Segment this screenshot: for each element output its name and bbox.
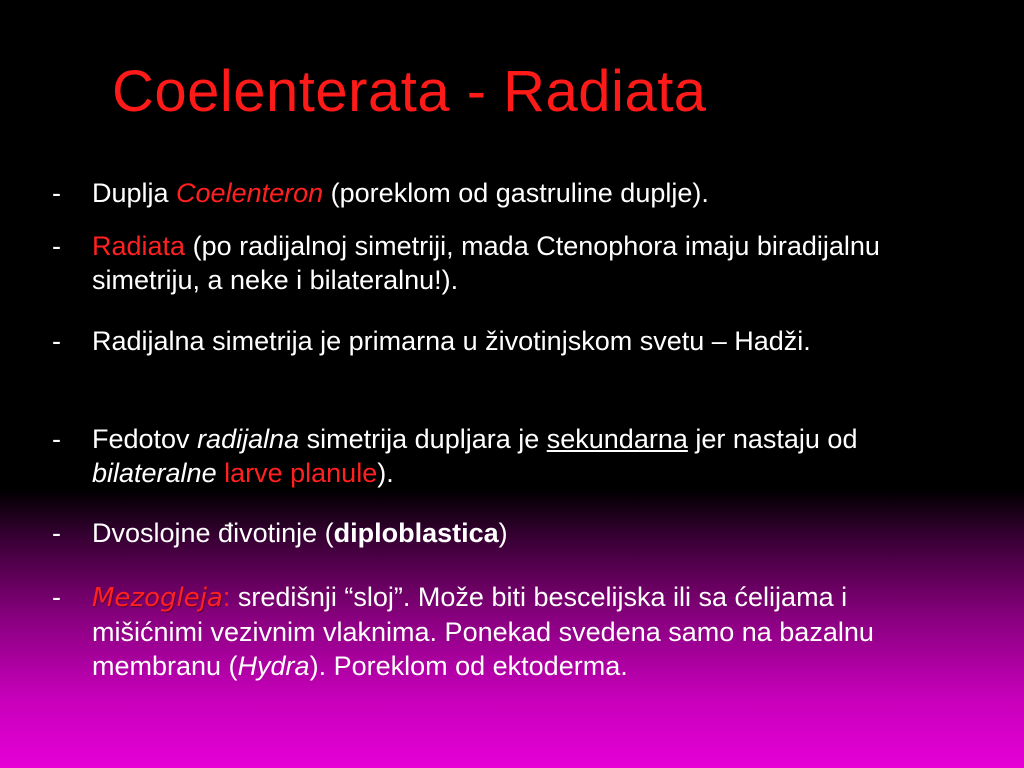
bullet-dash: - (52, 178, 61, 208)
bullet-coelenteron (52, 176, 952, 210)
italic-radijalna: radijalna (197, 424, 300, 454)
bullet-dash: - (52, 231, 61, 261)
bullet-text-pre: Duplja (92, 178, 177, 208)
bullet-text-space (217, 458, 225, 488)
underlined-sekundarna: sekundarna (546, 424, 688, 454)
term-radiata: Radiata (92, 231, 186, 261)
bullet-fedotov (52, 422, 952, 490)
term-larve-planule: larve planule (224, 458, 378, 488)
bullet-text-mid: jer nastaju od (687, 424, 858, 454)
bullet-text-post: (poreklom od gastruline duplje). (323, 178, 709, 208)
bullet-text-post: ). (377, 458, 394, 488)
bullet-text-mid: središnji “sloj”. Može biti bescelijska ili sa ćelijama i mišićnimi vezivnim vlaknima. Ponekad svedena samo na bazalnu membranu ( (92, 582, 874, 681)
bullet-text-post: ) (498, 518, 508, 548)
bold-diploblastica: diploblastica (333, 518, 499, 548)
bullet-text-mid: simetrija dupljara je (299, 424, 547, 454)
bullet-text-pre: Fedotov (92, 424, 198, 454)
bullet-radiata (52, 229, 952, 297)
bullet-text (92, 176, 952, 210)
slide-title: Coelenterata - Radiata (112, 59, 707, 124)
bullet-text (92, 516, 952, 550)
bullet-text (92, 422, 952, 490)
bullet-radial-symmetry (52, 324, 952, 358)
bullet-text-pre: Dvoslojne đivotinje ( (92, 518, 334, 548)
bullet-dash: - (52, 326, 61, 356)
bullet-text-post: ). Poreklom od ektoderma. (309, 651, 628, 681)
term-colon: : (222, 582, 231, 612)
italic-bilateralne: bilateralne (92, 458, 217, 488)
bullet-diploblastica (52, 516, 952, 550)
bullet-text (92, 580, 952, 683)
bullet-mezogleja (52, 580, 952, 683)
term-coelenteron: Coelenteron (176, 178, 324, 208)
bullet-dash: - (52, 582, 61, 612)
bullet-dash: - (52, 424, 61, 454)
bullet-text-post: (po radijalnoj simetriji, mada Ctenophora imaju biradijalnu simetriju, a neke i bilateralnu!). (92, 231, 880, 295)
term-mezogleja: Mezogleja (92, 583, 223, 613)
bullet-text (92, 229, 952, 297)
bullet-text: Radijalna simetrija je primarna u životinjskom svetu – Hadži. (92, 326, 811, 356)
italic-hydra: Hydra (237, 651, 310, 681)
bullet-dash: - (52, 518, 61, 548)
